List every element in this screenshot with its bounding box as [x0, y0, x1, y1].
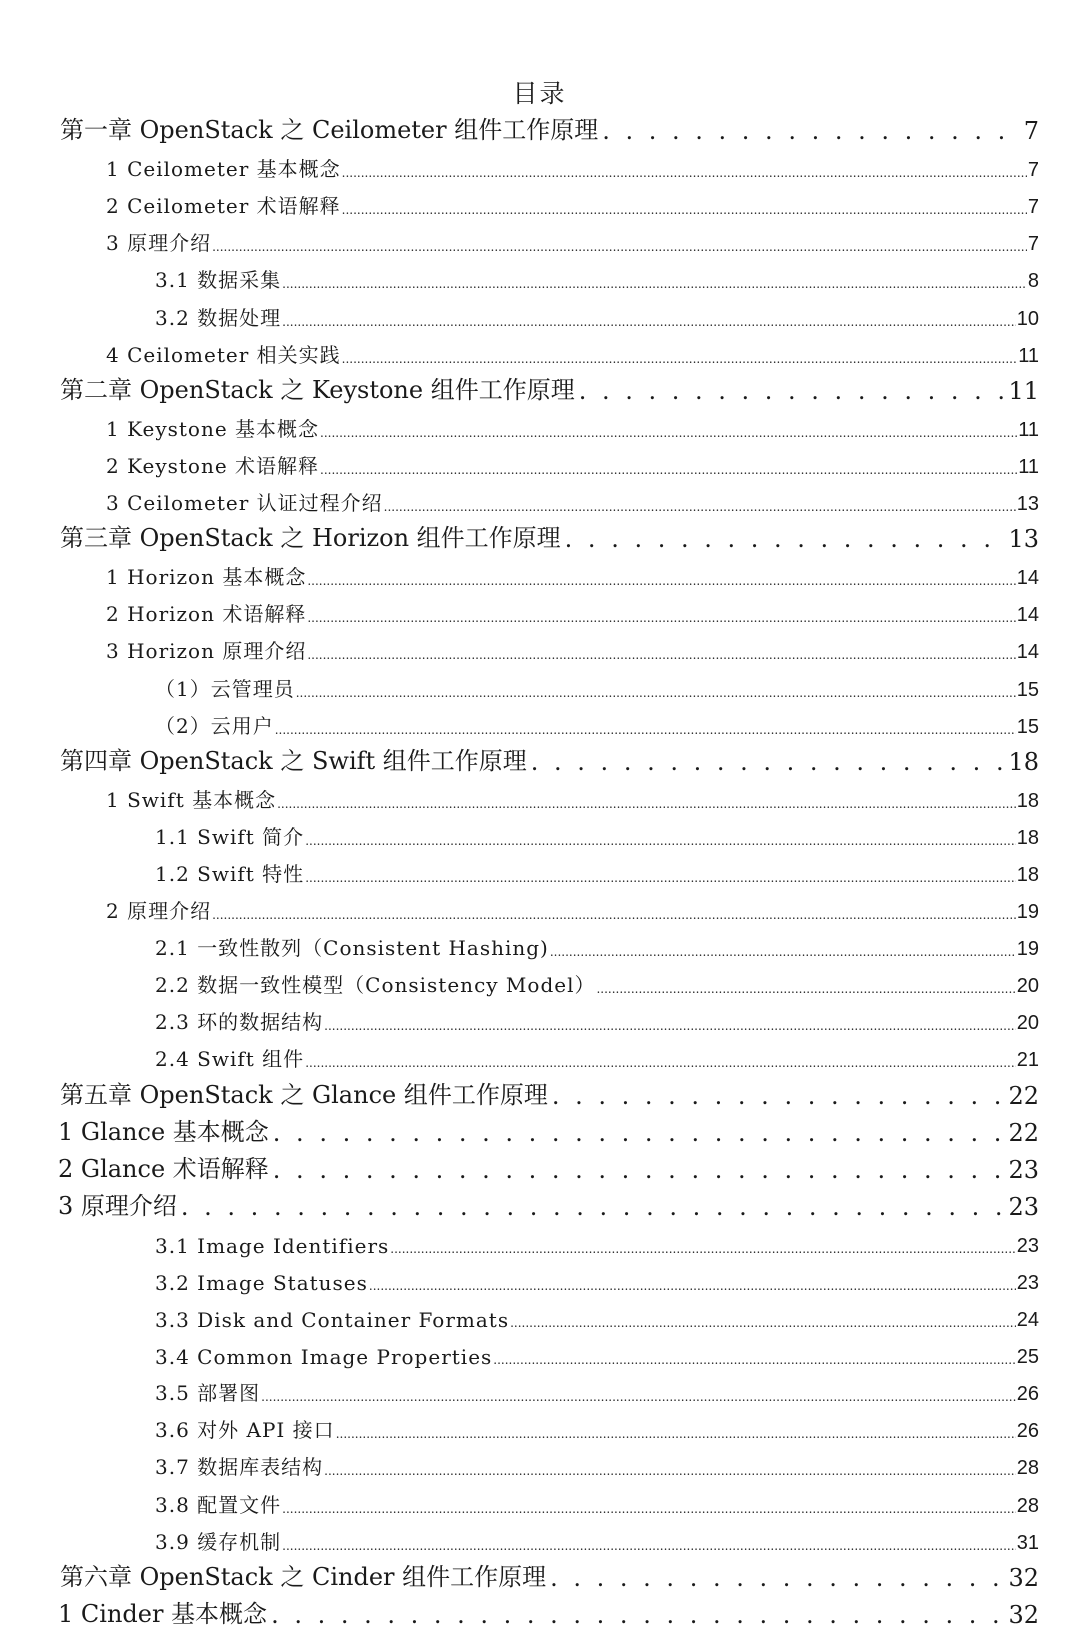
- toc-section-entry[interactable]: [0, 1447, 1079, 1484]
- toc-entry-title: 3.5 部署图: [155, 1381, 261, 1406]
- toc-chapter-entry[interactable]: [0, 520, 1079, 557]
- toc-entry-title: 4 Ceilometer 相关实践: [106, 342, 341, 367]
- toc-chapter-entry[interactable]: [0, 1559, 1079, 1596]
- toc-entry-title: 第三章 OpenStack 之 Horizon 组件工作原理: [60, 524, 561, 553]
- toc-entry-page-number: 23: [1008, 1192, 1039, 1221]
- toc-entry-title: 1 Horizon 基本概念: [106, 565, 307, 590]
- dot-leader: [510, 1317, 1016, 1332]
- toc-entry-page-number: 32: [1008, 1600, 1039, 1629]
- toc-entry-title: 第六章 OpenStack 之 Cinder 组件工作原理: [60, 1562, 547, 1591]
- toc-chapter-entry[interactable]: [0, 112, 1079, 149]
- table-of-contents: [0, 112, 1079, 1633]
- toc-section-entry[interactable]: [0, 631, 1079, 668]
- toc-section-entry[interactable]: [0, 668, 1079, 705]
- toc-entry-page-number: 18: [1016, 863, 1039, 886]
- toc-entry-title: 2 Keystone 术语解释: [106, 453, 320, 478]
- toc-section-entry[interactable]: [0, 1002, 1079, 1039]
- toc-entry-page-number: 11: [1018, 418, 1039, 441]
- toc-section-entry[interactable]: [0, 891, 1079, 928]
- dot-leader: [552, 1084, 1005, 1110]
- toc-section-entry[interactable]: [0, 854, 1079, 891]
- dot-leader: [324, 1465, 1016, 1480]
- dot-leader: [296, 687, 1016, 702]
- toc-chapter-entry[interactable]: [0, 372, 1079, 409]
- dot-leader: [261, 1391, 1016, 1406]
- toc-entry-title: 第四章 OpenStack 之 Swift 组件工作原理: [60, 746, 527, 775]
- dot-leader: [273, 1158, 1005, 1184]
- toc-section-entry[interactable]: [0, 706, 1079, 743]
- toc-entry-page-number: 23: [1008, 1155, 1039, 1184]
- toc-section-entry[interactable]: [0, 780, 1079, 817]
- toc-entry-page-number: 14: [1016, 604, 1039, 627]
- toc-entry-page-number: 31: [1016, 1531, 1039, 1554]
- dot-leader: [342, 167, 1027, 182]
- toc-entry-title: 第五章 OpenStack 之 Glance 组件工作原理: [60, 1080, 548, 1109]
- toc-section-entry[interactable]: [0, 149, 1079, 186]
- dot-leader: [320, 464, 1017, 479]
- toc-entry-title: 3.7 数据库表结构: [155, 1455, 324, 1480]
- toc-entry-page-number: 26: [1016, 1383, 1039, 1406]
- toc-entry-page-number: 20: [1016, 1012, 1039, 1035]
- dot-leader: [550, 946, 1016, 961]
- dot-leader: [579, 379, 1005, 405]
- toc-entry-page-number: 23: [1016, 1234, 1039, 1257]
- dot-leader: [275, 724, 1016, 739]
- dot-leader: [596, 983, 1015, 998]
- toc-section-entry[interactable]: [0, 409, 1079, 446]
- toc-entry-page-number: 28: [1016, 1457, 1039, 1480]
- toc-entry-title: 3.1 数据采集: [155, 268, 282, 293]
- toc-entry-title: 1 Swift 基本概念: [106, 787, 277, 812]
- toc-entry-page-number: 20: [1016, 975, 1039, 998]
- dot-leader: [305, 835, 1016, 850]
- toc-entry-page-number: 21: [1016, 1049, 1039, 1072]
- dot-leader: [212, 909, 1016, 924]
- toc-chapter-entry[interactable]: [0, 1076, 1079, 1113]
- toc-entry-page-number: 11: [1018, 455, 1039, 478]
- dot-leader: [307, 575, 1015, 590]
- toc-entry-page-number: 24: [1016, 1309, 1039, 1332]
- toc-section-entry[interactable]: [0, 335, 1079, 372]
- toc-entry-page-number: 8: [1027, 270, 1039, 293]
- toc-section-entry[interactable]: [0, 186, 1079, 223]
- page-title: 目录: [512, 79, 567, 108]
- toc-section-entry[interactable]: [0, 223, 1079, 260]
- toc-entry-title: 1 Cinder 基本概念: [58, 1599, 268, 1628]
- toc-section-entry[interactable]: [0, 446, 1079, 483]
- dot-leader: [282, 1540, 1016, 1555]
- toc-entry-title: 1.1 Swift 简介: [155, 824, 305, 849]
- dot-leader: [282, 316, 1016, 331]
- dot-leader: [342, 204, 1027, 219]
- dot-leader: [342, 353, 1018, 368]
- toc-section-entry[interactable]: [0, 557, 1079, 594]
- dot-leader: [305, 872, 1016, 887]
- toc-entry-title: （1）云管理员: [155, 676, 295, 701]
- toc-section-entry[interactable]: [0, 1410, 1079, 1447]
- dot-leader: [273, 1121, 1005, 1147]
- toc-entry-page-number: 14: [1016, 567, 1039, 590]
- toc-entry-page-number: 7: [1027, 159, 1039, 182]
- toc-section-entry[interactable]: [0, 1262, 1079, 1299]
- toc-entry-title: 1 Keystone 基本概念: [106, 416, 320, 441]
- toc-entry-title: 3.1 Image Identifiers: [155, 1233, 390, 1258]
- toc-section-entry[interactable]: [0, 1336, 1079, 1373]
- toc-entry-page-number: 13: [1008, 525, 1039, 554]
- toc-entry-title: 第二章 OpenStack 之 Keystone 组件工作原理: [60, 375, 575, 404]
- toc-entry-page-number: 23: [1016, 1272, 1039, 1294]
- toc-section-entry[interactable]: [0, 1151, 1079, 1188]
- toc-section-entry[interactable]: [0, 1299, 1079, 1336]
- toc-entry-title: 3.3 Disk and Container Formats: [155, 1308, 510, 1333]
- toc-entry-title: 3 Ceilometer 认证过程介绍: [106, 491, 383, 516]
- dot-leader: [282, 1503, 1016, 1518]
- toc-entry-title: 2 Ceilometer 术语解释: [106, 194, 341, 219]
- dot-leader: [282, 278, 1027, 293]
- toc-entry-page-number: 25: [1016, 1346, 1039, 1369]
- toc-section-entry[interactable]: [0, 1373, 1079, 1410]
- toc-entry-title: 3.2 数据处理: [155, 305, 282, 330]
- toc-entry-page-number: 7: [1023, 117, 1039, 146]
- toc-entry-title: 2 Glance 术语解释: [58, 1154, 269, 1183]
- dot-leader: [320, 427, 1017, 442]
- toc-section-entry[interactable]: [0, 1596, 1079, 1633]
- dot-leader: [390, 1243, 1015, 1258]
- dot-leader: [305, 1057, 1016, 1072]
- toc-entry-title: 3.2 Image Statuses: [155, 1271, 368, 1295]
- toc-entry-page-number: 32: [1008, 1563, 1039, 1592]
- dot-leader: [384, 501, 1016, 516]
- toc-entry-title: 2.1 一致性散列（Consistent Hashing): [155, 936, 549, 961]
- dot-leader: [531, 750, 1005, 776]
- dot-leader: [307, 649, 1015, 664]
- toc-entry-page-number: 19: [1016, 938, 1039, 961]
- toc-entry-title: 1 Glance 基本概念: [58, 1117, 269, 1146]
- toc-section-entry[interactable]: [0, 1225, 1079, 1262]
- toc-entry-title: 3.6 对外 API 接口: [155, 1418, 335, 1443]
- toc-entry-page-number: 13: [1016, 493, 1039, 516]
- toc-entry-page-number: 11: [1018, 344, 1039, 367]
- dot-leader: [602, 119, 1019, 145]
- toc-entry-title: 3.4 Common Image Properties: [155, 1345, 493, 1370]
- dot-leader: [565, 527, 1005, 553]
- dot-leader: [550, 1566, 1004, 1592]
- toc-entry-page-number: 14: [1016, 641, 1039, 664]
- toc-entry-page-number: 22: [1008, 1081, 1039, 1110]
- dot-leader: [324, 1020, 1016, 1035]
- toc-section-entry[interactable]: [0, 817, 1079, 854]
- toc-section-entry[interactable]: [0, 1522, 1079, 1559]
- toc-section-entry[interactable]: [0, 965, 1079, 1002]
- dot-leader: [369, 1280, 1016, 1295]
- toc-entry-title: 3 Horizon 原理介绍: [106, 639, 307, 664]
- toc-entry-page-number: 18: [1016, 826, 1039, 849]
- toc-section-entry[interactable]: [0, 928, 1079, 965]
- dot-leader: [277, 798, 1016, 813]
- toc-section-entry[interactable]: [0, 594, 1079, 631]
- toc-entry-page-number: 11: [1008, 376, 1039, 405]
- toc-entry-page-number: 19: [1016, 901, 1039, 924]
- dot-leader: [336, 1428, 1016, 1443]
- toc-section-entry[interactable]: [0, 297, 1079, 334]
- toc-entry-page-number: 22: [1008, 1118, 1039, 1147]
- toc-entry-page-number: 7: [1027, 233, 1039, 256]
- toc-entry-title: 3 原理介绍: [106, 231, 212, 256]
- toc-section-entry[interactable]: [0, 260, 1079, 297]
- toc-entry-page-number: 18: [1008, 747, 1039, 776]
- toc-section-entry[interactable]: [0, 1188, 1079, 1225]
- toc-entry-page-number: 7: [1027, 196, 1039, 219]
- toc-entry-title: 1.2 Swift 特性: [155, 861, 305, 886]
- toc-entry-title: 2 原理介绍: [106, 899, 212, 924]
- toc-entry-title: 3.8 配置文件: [155, 1492, 282, 1517]
- toc-entry-page-number: 28: [1016, 1494, 1039, 1517]
- dot-leader: [212, 241, 1027, 256]
- toc-section-entry[interactable]: [0, 483, 1079, 520]
- toc-entry-title: 2 Horizon 术语解释: [106, 602, 307, 627]
- toc-chapter-entry[interactable]: [0, 743, 1079, 780]
- toc-entry-page-number: 18: [1016, 789, 1039, 812]
- toc-section-entry[interactable]: [0, 1484, 1079, 1521]
- toc-entry-page-number: 26: [1016, 1420, 1039, 1443]
- toc-entry-title: 2.2 数据一致性模型（Consistency Model）: [155, 973, 596, 998]
- toc-entry-title: 3 原理介绍: [58, 1191, 177, 1220]
- dot-leader: [181, 1195, 1005, 1221]
- dot-leader: [493, 1354, 1015, 1369]
- dot-leader: [271, 1603, 1004, 1629]
- toc-section-entry[interactable]: [0, 1114, 1079, 1151]
- dot-leader: [307, 612, 1015, 627]
- toc-entry-page-number: 10: [1016, 307, 1039, 330]
- toc-entry-page-number: 15: [1016, 678, 1039, 701]
- toc-entry-page-number: 15: [1016, 715, 1039, 738]
- toc-entry-title: 2.3 环的数据结构: [155, 1010, 324, 1035]
- toc-entry-title: 2.4 Swift 组件: [155, 1047, 305, 1072]
- toc-entry-title: （2）云用户: [155, 713, 274, 738]
- toc-entry-title: 第一章 OpenStack 之 Ceilometer 组件工作原理: [60, 116, 599, 145]
- toc-entry-title: 3.9 缓存机制: [155, 1529, 282, 1554]
- toc-section-entry[interactable]: [0, 1039, 1079, 1076]
- toc-entry-title: 1 Ceilometer 基本概念: [106, 157, 341, 182]
